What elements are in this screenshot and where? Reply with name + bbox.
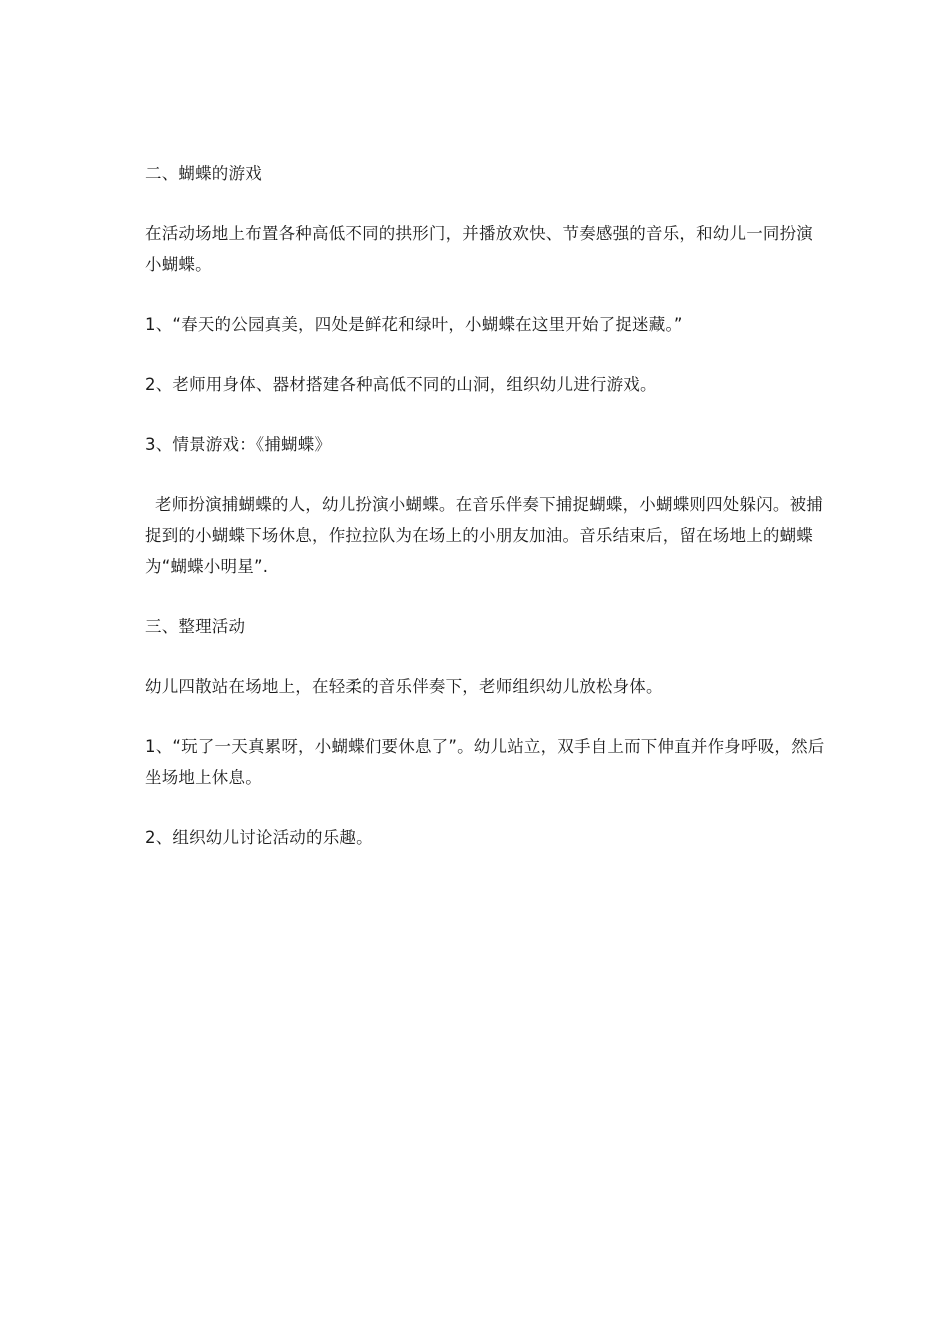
section-heading-butterfly-game: 二、蝴蝶的游戏 [145, 164, 262, 183]
list-item-3: 3、情景游戏：《捕蝴蝶》 [145, 435, 332, 454]
list-item-discussion: 2、组织幼儿讨论活动的乐趣。 [145, 828, 373, 847]
document-body [145, 158, 825, 882]
list-item-rest: 1、“玩了一天真累呀，小蝴蝶们要休息了”。幼儿站立，双手自上而下伸直并作身呼吸，然后坐场地上休息。 [145, 737, 825, 787]
paragraph-cooldown: 幼儿四散站在场地上，在轻柔的音乐伴奏下，老师组织幼儿放松身体。 [145, 677, 663, 696]
list-item-2: 2、老师用身体、器材搭建各种高低不同的山洞，组织幼儿进行游戏。 [145, 375, 657, 394]
list-item-1: 1、“春天的公园真美，四处是鲜花和绿叶，小蝴蝶在这里开始了捉迷藏。” [145, 315, 683, 334]
paragraph-game-description: 老师扮演捕蝴蝶的人，幼儿扮演小蝴蝶。在音乐伴奏下捕捉蝴蝶，小蝴蝶则四处躲闪。被捕捉到的小蝴蝶下场休息，作拉拉队为在场上的小朋友加油。音乐结束后，留在场地上的蝴蝶为“蝴蝶小明星”. [145, 495, 823, 576]
section-heading-cooldown: 三、整理活动 [145, 617, 246, 636]
paragraph-setup: 在活动场地上布置各种高低不同的拱形门，并播放欢快、节奏感强的音乐，和幼儿一同扮演小蝴蝶。 [145, 224, 813, 274]
